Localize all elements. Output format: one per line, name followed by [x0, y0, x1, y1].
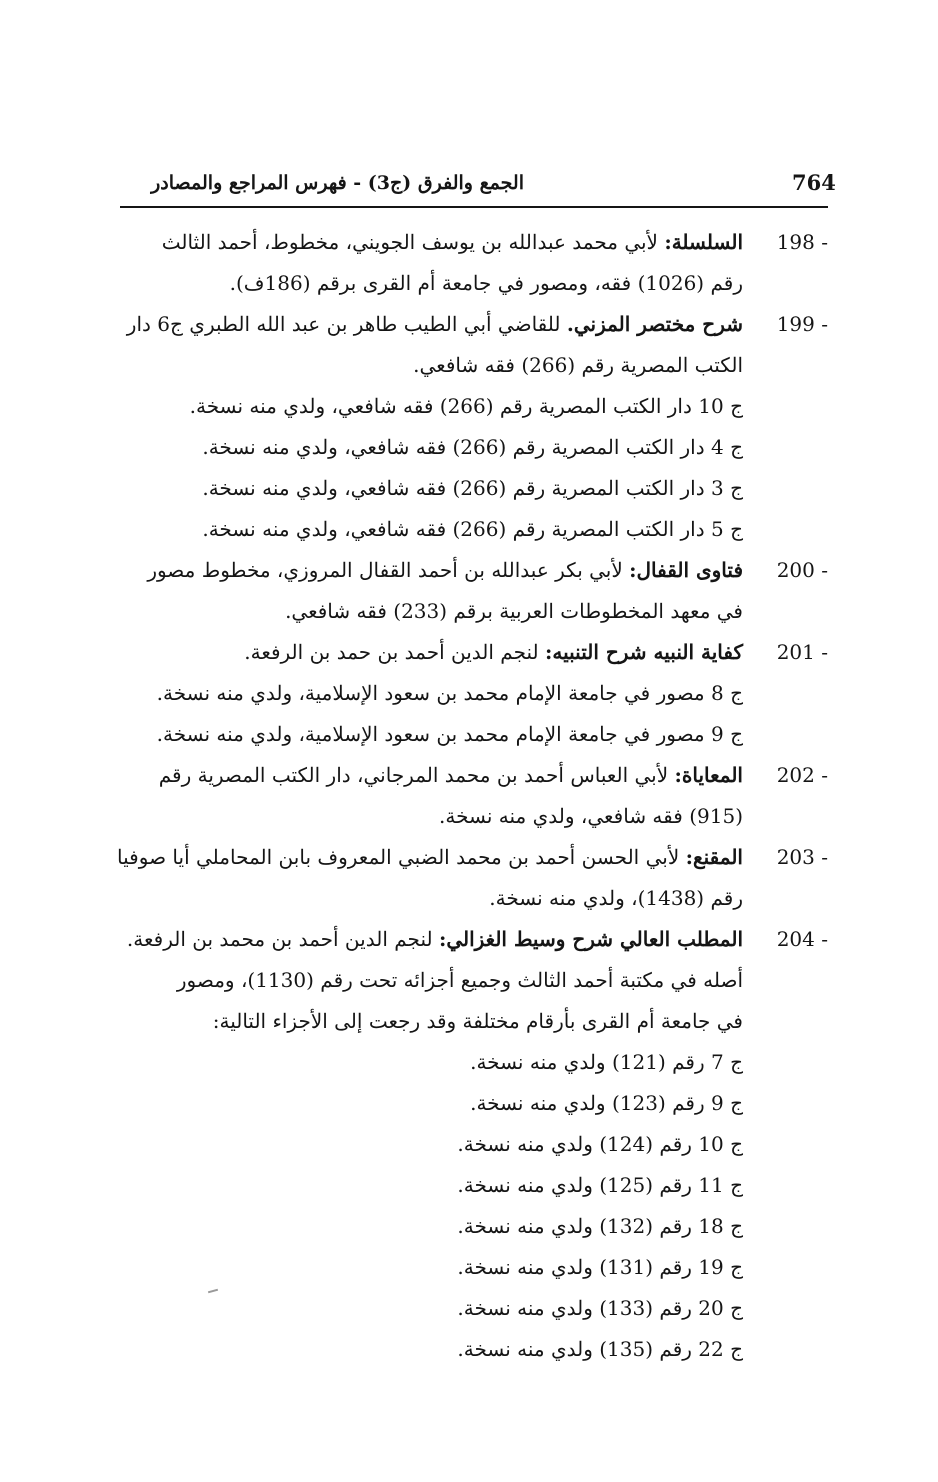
entry-line: [138, 796, 743, 837]
volume-line: ج 3 دار الكتب المصرية رقم (266) فقه شافعي، ولدي منه نسخة.: [202, 476, 743, 500]
volume-line: ج 22 رقم (135) ولدي منه نسخة.: [457, 1337, 743, 1361]
entry-text: رقم (1438)، ولدي منه نسخة.: [489, 886, 743, 910]
volume-line: ج 8 مصور في جامعة الإمام محمد بن سعود الإسلامية، ولدي منه نسخة.: [156, 681, 743, 705]
reference-entry: [126, 304, 828, 550]
entry-number: 204 -: [776, 927, 828, 951]
entry-text: لأبي العباس أحمد بن محمد المرجاني، دار الكتب المصرية رقم: [158, 763, 675, 787]
entry-text: رقم (1026) فقه، ومصور في جامعة أم القرى برقم (186ف).: [229, 271, 743, 295]
entry-text: أصله في مكتبة أحمد الثالث وجميع أجزائه تحت رقم (1130)، ومصور: [176, 968, 743, 992]
entry-text: (915) فقه شافعي، ولدي منه نسخة.: [439, 804, 743, 828]
reference-entry: [138, 550, 828, 632]
entry-text: لأبي محمد عبدالله بن يوسف الجويني، مخطوط، أحمد الثالث: [161, 230, 665, 254]
entry-line: [138, 263, 743, 304]
entry-line: [138, 591, 743, 632]
volume-line: ج 10 رقم (124) ولدي منه نسخة.: [457, 1132, 743, 1156]
entry-number: 201 -: [776, 640, 828, 664]
volume-line: ج 7 رقم (121) ولدي منه نسخة.: [470, 1050, 743, 1074]
running-title: الجمع والفرق (ج3) - فهرس المراجع والمصادر: [151, 172, 524, 194]
entry-text: الكتب المصرية رقم (266) فقه شافعي.: [413, 353, 743, 377]
volume-line: ج 18 رقم (132) ولدي منه نسخة.: [457, 1214, 743, 1238]
entry-text: في جامعة أم القرى بأرقام مختلفة وقد رجعت إلى الأجزاء التالية:: [212, 1009, 743, 1033]
reference-entry: [138, 222, 828, 304]
entry-line: [138, 1001, 743, 1042]
entry-number: 198 -: [776, 230, 828, 254]
entry-title: المقنع:: [685, 845, 743, 869]
references-list: [117, 222, 828, 1370]
entry-number: 202 -: [776, 763, 828, 787]
volume-line: ج 11 رقم (125) ولدي منه نسخة.: [457, 1173, 743, 1197]
entry-title: شرح مختصر المزني.: [566, 312, 743, 336]
entry-title: المعاياة:: [674, 763, 743, 787]
entry-line: [126, 304, 743, 345]
volume-line: ج 10 دار الكتب المصرية رقم (266) فقه شافعي، ولدي منه نسخة.: [189, 394, 743, 418]
entry-line: [138, 755, 743, 796]
reference-entry: [126, 919, 828, 1370]
entry-line: [138, 222, 743, 263]
entry-number: 203 -: [776, 845, 828, 869]
entry-title: كفاية النبيه شرح التنبيه:: [545, 640, 743, 664]
reference-entry: [138, 632, 828, 755]
entry-number: 200 -: [776, 558, 828, 582]
entry-title: المطلب العالي شرح وسيط الغزالي:: [438, 927, 743, 951]
volume-line: ج 19 رقم (131) ولدي منه نسخة.: [457, 1255, 743, 1279]
entry-text: في معهد المخطوطات العربية برقم (233) فقه شافعي.: [285, 599, 743, 623]
entry-line: [138, 550, 743, 591]
entry-title: السلسلة:: [664, 230, 743, 254]
entry-line: [126, 919, 743, 960]
entry-text: لأبي الحسن أحمد بن محمد الضبي المعروف بابن المحاملي أيا صوفيا: [117, 845, 686, 869]
page-number: 764: [792, 170, 836, 195]
entry-text: لنجم الدين أحمد بن محمد بن الرفعة.: [126, 927, 439, 951]
volume-line: ج 9 رقم (123) ولدي منه نسخة.: [470, 1091, 743, 1115]
entry-line: [138, 960, 743, 1001]
reference-entry: [138, 755, 828, 837]
entry-text: لنجم الدين أحمد بن حمد بن الرفعة.: [244, 640, 545, 664]
entry-line: [138, 878, 743, 919]
entry-line: [117, 837, 743, 878]
volume-line: ج 9 مصور في جامعة الإمام محمد بن سعود الإسلامية، ولدي منه نسخة.: [156, 722, 743, 746]
entry-number: 199 -: [776, 312, 828, 336]
page-header: [120, 166, 836, 206]
entry-title: فتاوى القفال:: [629, 558, 743, 582]
volume-line: ج 4 دار الكتب المصرية رقم (266) فقه شافعي، ولدي منه نسخة.: [202, 435, 743, 459]
entry-text: لأبي بكر عبدالله بن أحمد القفال المروزي، مخطوط مصور: [147, 558, 630, 582]
volume-line: ج 20 رقم (133) ولدي منه نسخة.: [457, 1296, 743, 1320]
entry-line: [138, 345, 743, 386]
reference-entry: [117, 837, 828, 919]
entry-line: [138, 632, 743, 673]
header-rule: [120, 206, 828, 208]
entry-text: للقاضي أبي الطيب طاهر بن عبد الله الطبري ج6 دار: [126, 312, 567, 336]
volume-line: ج 5 دار الكتب المصرية رقم (266) فقه شافعي، ولدي منه نسخة.: [202, 517, 743, 541]
